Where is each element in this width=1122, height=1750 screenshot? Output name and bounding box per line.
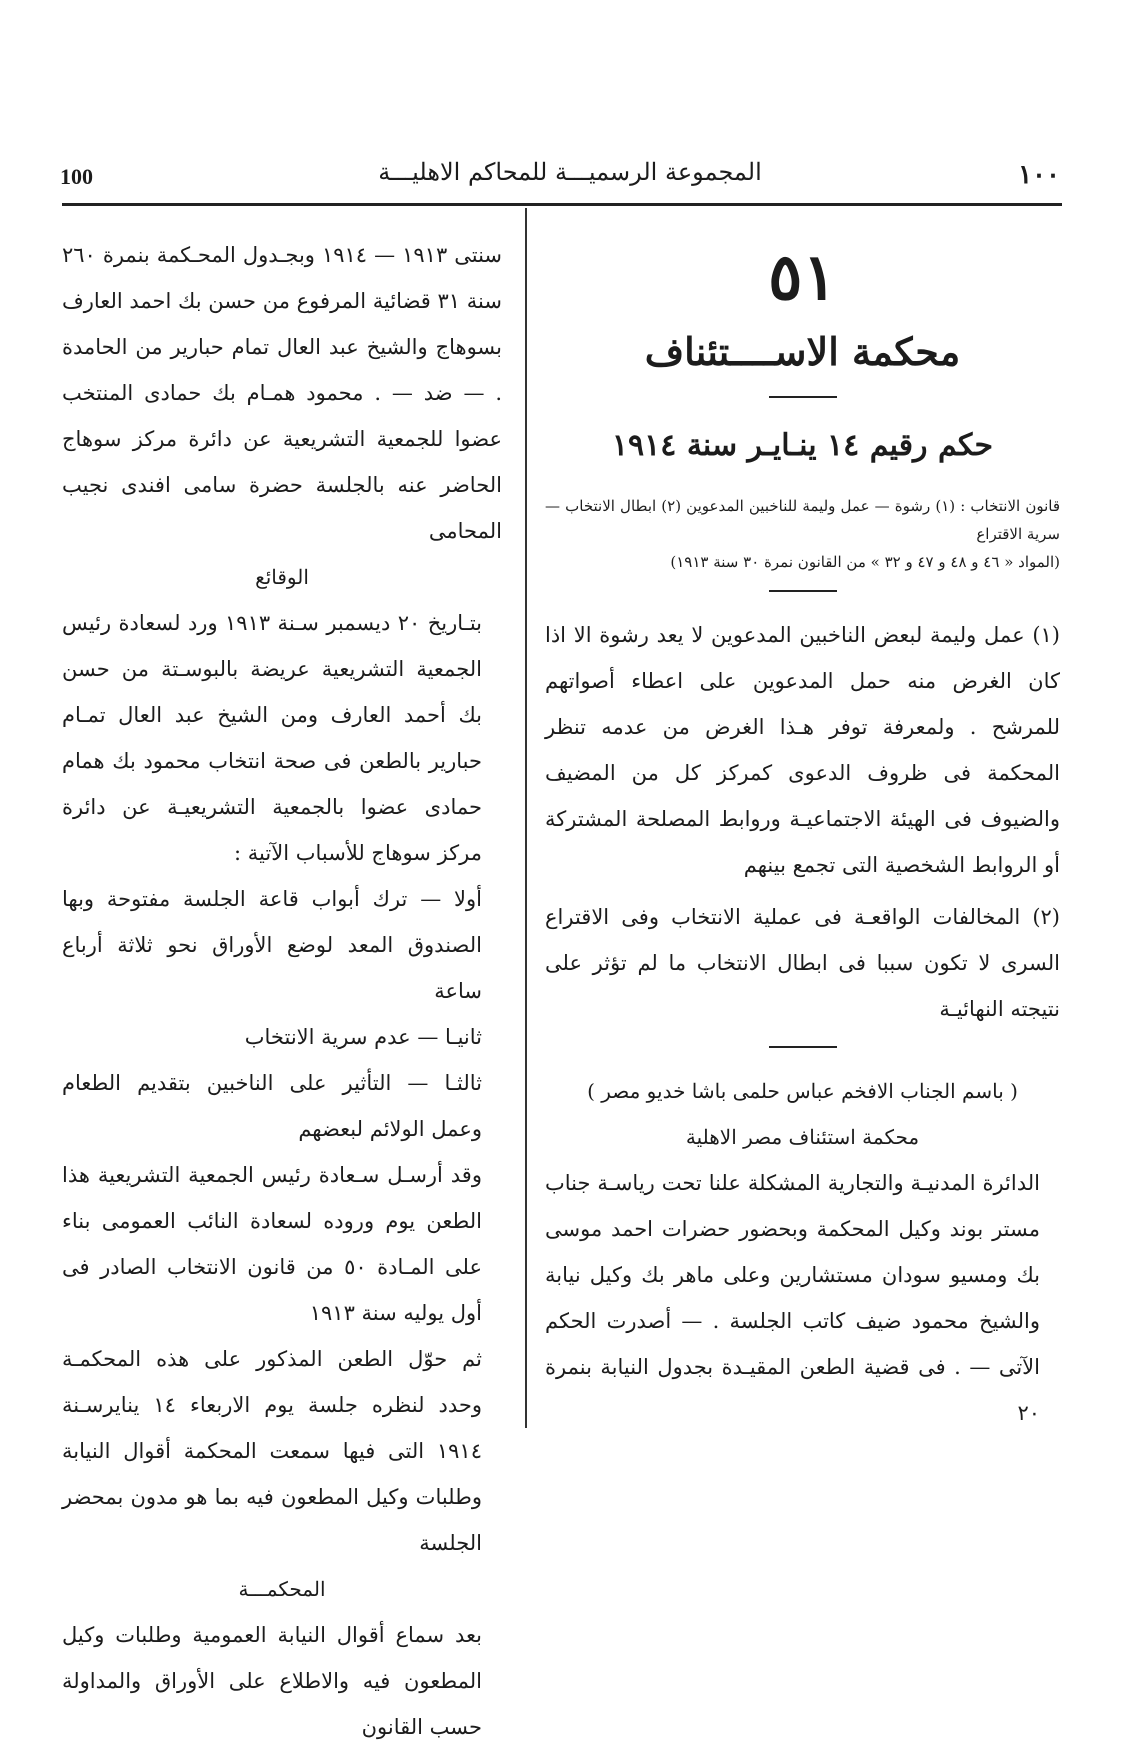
session-intro: الدائرة المدنيـة والتجارية المشكلة علنا تحت رياسـة جناب مستر بوند وكيل المحكمة وبحضور حضرات احمد موسى بك ومسيو سودان مستشارين وعلى ماهر بك وكيل نيابة والشيخ محمود ضيف كاتب الجلسة . — أصدرت الحكم الآتى — . فى قضية الطعن المقيـدة بجدول النيابة بنمرة ٢٠	[545, 1171, 1040, 1425]
case-number: ٥١	[768, 240, 837, 315]
invocation: ( باسم الجناب الافخم عباس حلمى باشا خديو مصر )	[587, 1079, 1018, 1103]
right-column	[545, 232, 1060, 1436]
page-header	[60, 150, 1060, 200]
section-divider	[769, 1046, 837, 1048]
summary-divider	[769, 590, 837, 592]
court-heading: المحكمـــة	[238, 1577, 326, 1601]
court-name: محكمة الاســــتئناف	[644, 329, 961, 374]
page-number-left: 100	[60, 164, 93, 189]
reason-3: ثالثـا — التأثير على الناخبين بتقديم الطعام وعمل الولائم لبعضهم	[62, 1071, 482, 1141]
running-title: المجموعة الرسميـــة للمحاكم الاهليـــة	[378, 158, 762, 186]
legal-summary	[545, 492, 1060, 576]
para-referred: ثم حوّل الطعن المذكور على هذه المحكمـة وحدد لنظره جلسة يوم الاربعاء ١٤ ينايرسـنة ١٩١٤ التى فيها سمعت المحكمة أقوال النيابة وطلبات وكيل المطعون فيه بما هو مدون بمحضر الجلسة	[62, 1347, 482, 1555]
reason-2: ثانيـا — عدم سرية الانتخاب	[244, 1025, 482, 1049]
header-rule	[62, 203, 1062, 206]
facts-intro: بتـاريخ ٢٠ ديسمبر سـنة ١٩١٣ ورد لسعادة رئيس الجمعية التشريعية عريضة بالبوسـتة من حسن بك أحمد العارف ومن الشيخ عبد العال تمـام حبارير بالطعن فى صحة انتخاب محمود بك همام حمادى عضوا بالجمعية التشريعيـة عن دائرة مركز سوهاج للأسباب الآتية :	[62, 611, 483, 865]
reason-1: أولا — ترك أبواب قاعة الجلسة مفتوحة وبها الصندوق المعد لوضع الأوراق نحو ثلاثة أرباع ساعة	[62, 887, 482, 1003]
column-divider	[525, 208, 527, 1428]
facts-heading: الوقائع	[255, 565, 309, 589]
left-column	[62, 232, 502, 1750]
principle-1: (١) عمل وليمة لبعض الناخبين المدعوين لا يعد رشوة الا اذا كان الغرض منه حمل المدعوين على اعطاء أصواتهم للمرشح . ولمعرفة توفر هـذا الغرض من عدمه تنظر المحكمة فى ظروف الدعوى كمركز كل من المضيف والضيوف فى الهيئة الاجتماعيـة وروابط المصلحة المشتركة أو الروابط الشخصية التى تجمع بينهم	[545, 623, 1060, 877]
case-continuation: سنتى ١٩١٣ — ١٩١٤ وبجـدول المحـكمة بنمرة ٢٦٠ سنة ٣١ قضائية المرفوع من حسن بك احمد العارف بسوهاج والشيخ عبد العال تمام حبارير من الحامدة . — ضد — . محمود همـام بك حمادى المنتخب عضوا للجمعية التشريعية عن دائرة مركز سوهاج الحاضر عنه بالجلسة حضرة سامى افندى نجيب المحامى	[62, 243, 503, 543]
ruling-title: حكم رقيم ١٤ ينـايـر سنة ١٩١٤	[611, 428, 994, 463]
court-full-name: محكمة استئناف مصر الاهلية	[685, 1125, 920, 1149]
title-divider	[769, 396, 837, 398]
summary-topics: قانون الانتخاب : (١) رشوة — عمل وليمة للناخبين المدعوين (٢) ابطال الانتخاب — سرية الاقتراع	[545, 497, 1061, 543]
summary-articles: (المواد « ٤٦ و ٤٨ و ٤٧ و ٣٢ » من القانون نمرة ٣٠ سنة ١٩١٣)	[670, 553, 1060, 571]
court-text: بعد سماع أقوال النيابة العمومية وطلبات وكيل المطعون فيه والاطلاع على الأوراق والمداولة حسب القانون	[62, 1623, 482, 1739]
page-number-right: ١٠٠	[1018, 160, 1060, 190]
para-sent: وقد أرسـل سـعادة رئيس الجمعية التشريعية هذا الطعن يوم وروده لسعادة النائب العمومى بناء على المـادة ٥٠ من قانون الانتخاب الصادر فى أول يوليه سنة ١٩١٣	[62, 1163, 482, 1325]
principle-2: (٢) المخالفات الواقعـة فى عملية الانتخاب وفى الاقتراع السرى لا تكون سببا فى ابطال الانتخاب ما لم تؤثر على نتيجته النهائيـة	[545, 905, 1060, 1021]
